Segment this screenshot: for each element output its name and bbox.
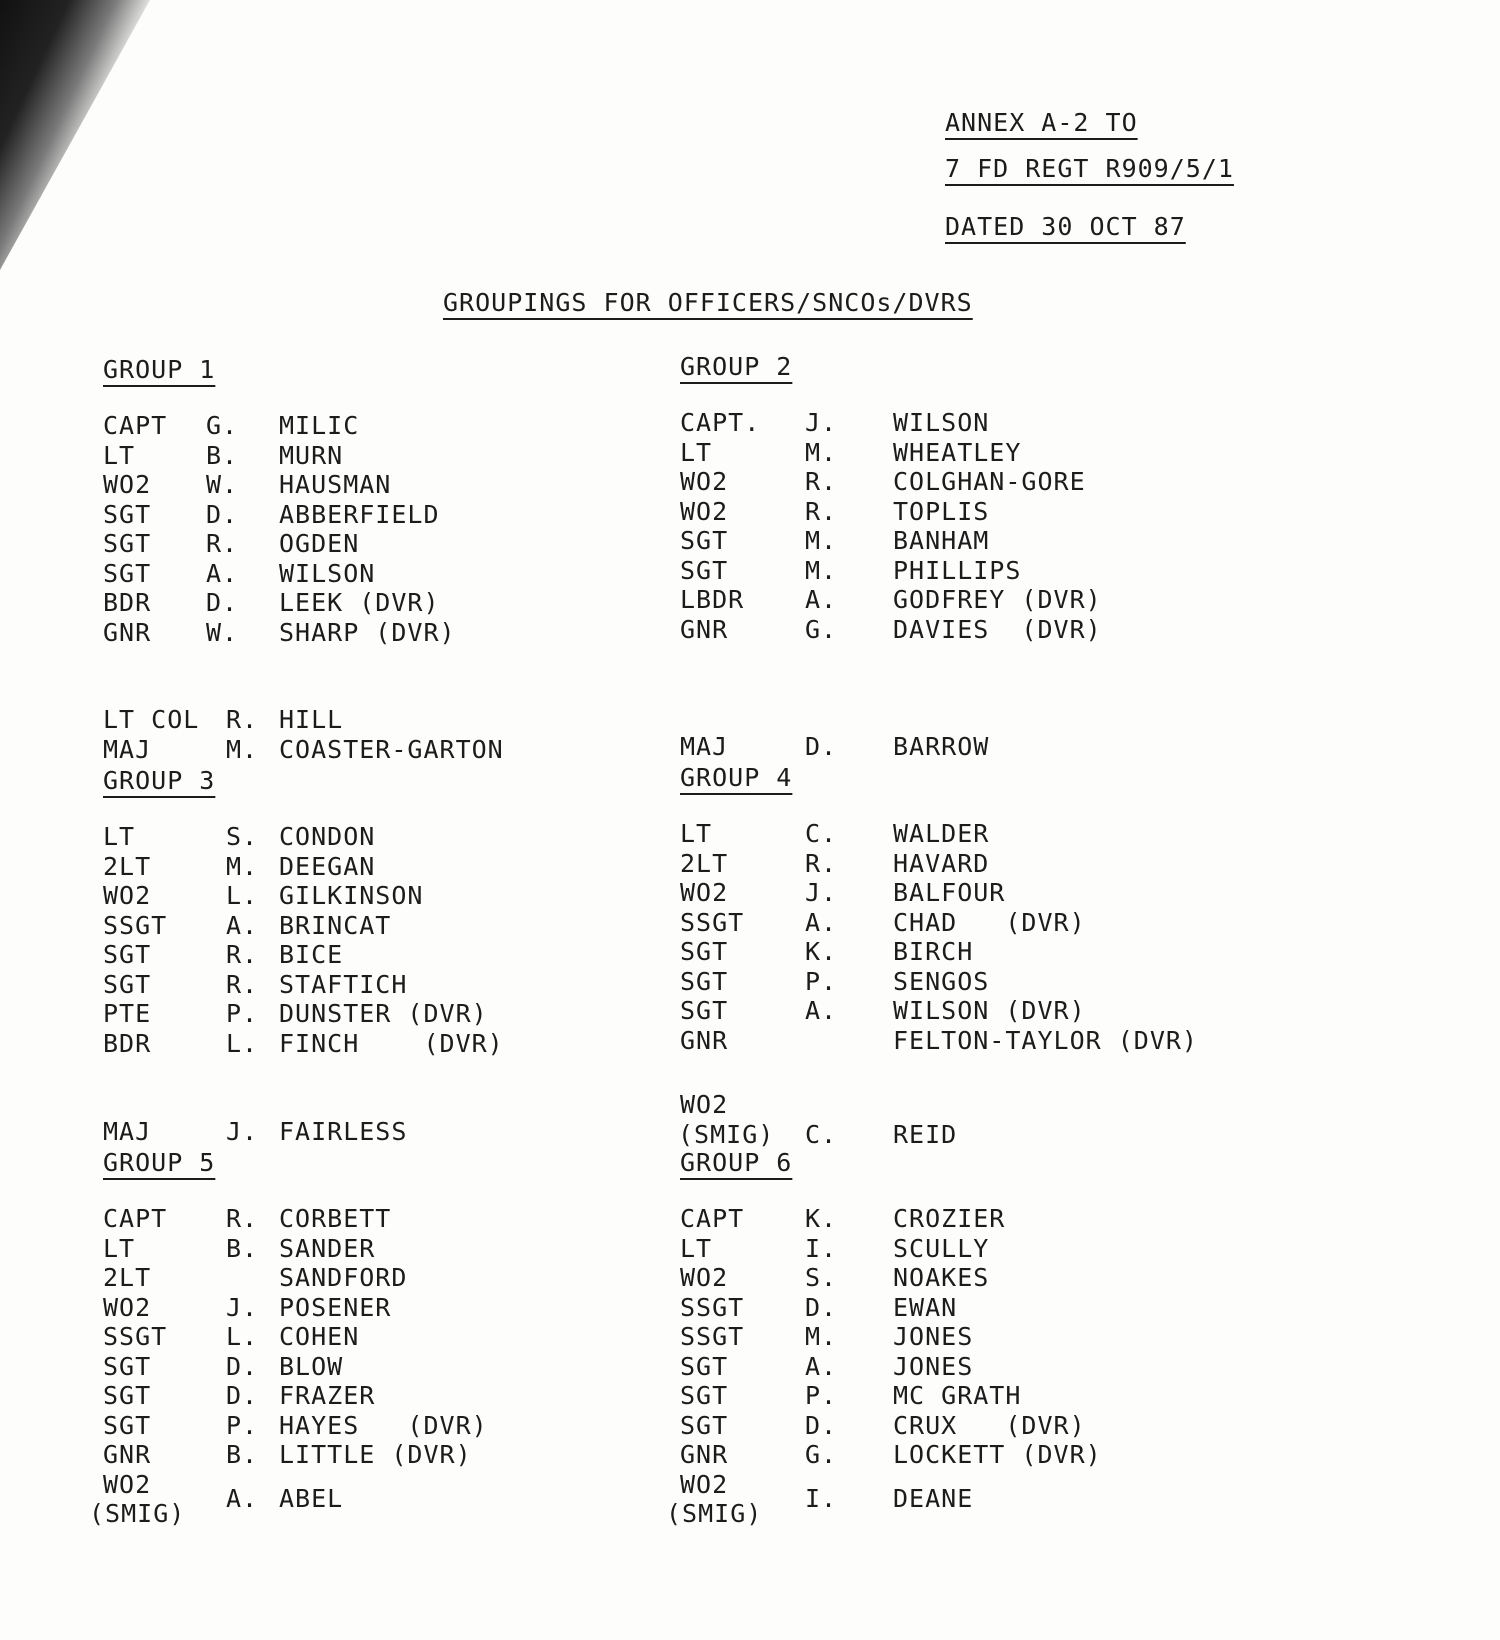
regiment-reference: 7 FD REGT R909/5/1	[945, 154, 1234, 183]
member-rank: CAPT	[103, 411, 168, 440]
member-initial: B.	[226, 1233, 259, 1263]
member-name: BIRCH	[893, 937, 974, 966]
member-initial: G.	[805, 614, 838, 644]
member-initial: J.	[805, 878, 838, 907]
member-rank: SSGT	[680, 1292, 745, 1322]
member-name: MILIC	[279, 411, 360, 440]
senior-rank: MAJ	[680, 731, 729, 761]
member-name: EWAN	[893, 1292, 958, 1322]
member-initial: R.	[805, 467, 838, 496]
member-name: WILSON	[279, 558, 376, 588]
member-initial: B.	[226, 1440, 259, 1469]
member-name: FINCH (DVR)	[279, 1028, 504, 1058]
member-name: HAYES (DVR)	[279, 1410, 488, 1440]
member-name: SENGOS	[893, 966, 990, 996]
member-name: LOCKETT (DVR)	[893, 1440, 1102, 1469]
member-name: SCULLY	[893, 1233, 990, 1263]
member-initial: A.	[805, 907, 838, 937]
member-initial: M.	[805, 437, 838, 467]
member-name: PHILLIPS	[893, 555, 1022, 585]
member-name: POSENER	[279, 1292, 392, 1322]
member-initial: A.	[226, 1483, 259, 1513]
member-initial: D.	[226, 1351, 259, 1381]
member-rank: GNR	[680, 1025, 729, 1055]
member-name: LEEK (DVR)	[279, 588, 440, 617]
member-initial: I.	[805, 1233, 838, 1263]
member-name: ABBERFIELD	[279, 499, 440, 529]
member-name: JONES	[893, 1351, 974, 1381]
member-initial: A.	[206, 558, 239, 588]
senior-rank: MAJ	[103, 734, 152, 764]
member-initial: P.	[805, 966, 838, 996]
member-initial: G.	[805, 1440, 838, 1469]
member-initial: D.	[805, 1410, 838, 1440]
member-name: BLOW	[279, 1351, 344, 1381]
member-rank: SSGT	[680, 907, 745, 937]
senior-initial: M.	[226, 734, 259, 764]
member-rank-suffix: (SMIG)	[89, 1498, 186, 1528]
member-rank: CAPT.	[680, 408, 761, 437]
member-rank: SGT	[103, 1381, 152, 1410]
member-initial: S.	[226, 822, 259, 851]
member-rank: LT	[680, 437, 713, 467]
member-name: NOAKES	[893, 1263, 990, 1292]
member-name: WILSON	[893, 408, 990, 437]
member-rank: LT	[103, 440, 136, 470]
member-rank: WO2	[103, 470, 152, 499]
member-rank: LBDR	[680, 585, 745, 614]
member-initial: K.	[805, 937, 838, 966]
member-initial: D.	[805, 1292, 838, 1322]
member-rank: SGT	[680, 1410, 729, 1440]
member-rank: SGT	[103, 1410, 152, 1440]
member-initial: C.	[805, 819, 838, 848]
member-rank: WO2	[680, 1469, 729, 1499]
member-rank: LT	[680, 819, 713, 848]
member-rank: SSGT	[680, 1322, 745, 1351]
member-initial: I.	[805, 1483, 838, 1513]
group-heading: GROUP 5	[103, 1148, 216, 1177]
date-line: DATED 30 OCT 87	[945, 212, 1186, 241]
member-initial: A.	[226, 910, 259, 940]
member-rank: LT	[103, 822, 136, 851]
member-rank: SGT	[103, 969, 152, 999]
member-rank: WO2	[680, 467, 729, 496]
member-rank: SGT	[103, 529, 152, 558]
member-name: SANDFORD	[279, 1263, 408, 1292]
member-name: CROZIER	[893, 1204, 1006, 1233]
member-name: SHARP (DVR)	[279, 617, 456, 647]
group-heading: GROUP 1	[103, 355, 216, 384]
member-rank: WO2	[103, 1469, 152, 1499]
senior-initial: J.	[226, 1116, 259, 1146]
member-name: CORBETT	[279, 1204, 392, 1233]
senior-initial: D.	[805, 731, 838, 761]
member-initial: P.	[226, 1410, 259, 1440]
member-rank-suffix: (SMIG)	[666, 1498, 763, 1528]
member-rank: BDR	[103, 588, 152, 617]
member-rank: SGT	[680, 937, 729, 966]
member-rank: PTE	[103, 999, 152, 1028]
member-initial: R.	[805, 848, 838, 878]
group-heading: GROUP 2	[680, 352, 793, 381]
member-rank: BDR	[103, 1028, 152, 1058]
senior-name: COASTER-GARTON	[279, 734, 504, 764]
member-rank: SGT	[103, 940, 152, 969]
member-rank: 2LT	[103, 1263, 152, 1292]
member-rank: SGT	[680, 1351, 729, 1381]
senior-initial: R.	[226, 705, 259, 734]
member-name: TOPLIS	[893, 496, 990, 526]
member-name: DAVIES (DVR)	[893, 614, 1102, 644]
member-name: FELTON-TAYLOR (DVR)	[893, 1025, 1198, 1055]
member-name: COLGHAN-GORE	[893, 467, 1086, 496]
senior-name: HILL	[279, 705, 344, 734]
member-initial: S.	[805, 1263, 838, 1292]
member-rank: WO2	[680, 496, 729, 526]
senior-name: BARROW	[893, 731, 990, 761]
member-name: HAVARD	[893, 848, 990, 878]
group-heading: GROUP 3	[103, 766, 216, 795]
member-initial: D.	[206, 588, 239, 617]
group-heading: GROUP 6	[680, 1148, 793, 1177]
member-initial: J.	[226, 1292, 259, 1322]
member-rank: WO2	[680, 1263, 729, 1292]
member-name: OGDEN	[279, 529, 360, 558]
member-name: CONDON	[279, 822, 376, 851]
member-rank: SGT	[103, 1351, 152, 1381]
member-initial: R.	[805, 496, 838, 526]
member-name: FRAZER	[279, 1381, 376, 1410]
member-rank: LT	[680, 1233, 713, 1263]
member-rank: SSGT	[103, 1322, 168, 1351]
member-rank: CAPT	[680, 1204, 745, 1233]
member-initial: M.	[226, 851, 259, 881]
annex-line: ANNEX A-2 TO	[945, 108, 1138, 137]
member-rank: WO2	[103, 1292, 152, 1322]
member-initial: A.	[805, 585, 838, 614]
member-initial: D.	[226, 1381, 259, 1410]
member-name: WILSON (DVR)	[893, 996, 1086, 1025]
senior-rank: LT COL	[103, 705, 200, 734]
member-name: BALFOUR	[893, 878, 1006, 907]
member-name: MURN	[279, 440, 344, 470]
member-rank: SGT	[680, 1381, 729, 1410]
member-initial: R.	[226, 969, 259, 999]
member-initial: R.	[206, 529, 239, 558]
member-initial: A.	[805, 1351, 838, 1381]
member-rank: WO2	[103, 881, 152, 910]
member-initial: R.	[226, 940, 259, 969]
member-name: GILKINSON	[279, 881, 424, 910]
member-initial: M.	[805, 555, 838, 585]
member-initial: B.	[206, 440, 239, 470]
member-initial: P.	[805, 1381, 838, 1410]
member-initial: A.	[805, 996, 838, 1025]
annex-reference	[945, 108, 1234, 258]
member-name: BRINCAT	[279, 910, 392, 940]
member-rank: 2LT	[680, 848, 729, 878]
member-initial: W.	[206, 470, 239, 499]
member-name: SANDER	[279, 1233, 376, 1263]
member-name: DUNSTER (DVR)	[279, 999, 488, 1028]
senior-rank: MAJ	[103, 1116, 152, 1146]
senior-rank: WO2	[680, 1090, 729, 1119]
member-name: MC GRATH	[893, 1381, 1022, 1410]
member-initial: D.	[206, 499, 239, 529]
member-rank: SGT	[680, 526, 729, 555]
document-title: GROUPINGS FOR OFFICERS/SNCOs/DVRS	[443, 288, 973, 317]
scan-shadow	[0, 0, 150, 270]
member-name: DEEGAN	[279, 851, 376, 881]
member-initial: L.	[226, 1028, 259, 1058]
member-rank: GNR	[680, 614, 729, 644]
member-name: CHAD (DVR)	[893, 907, 1086, 937]
member-rank: SGT	[103, 499, 152, 529]
member-rank: SGT	[680, 996, 729, 1025]
member-rank: WO2	[680, 878, 729, 907]
member-name: LITTLE (DVR)	[279, 1440, 472, 1469]
member-initial: L.	[226, 1322, 259, 1351]
member-name: ABEL	[279, 1483, 344, 1513]
member-name: BANHAM	[893, 526, 990, 555]
member-initial: P.	[226, 999, 259, 1028]
member-rank: SSGT	[103, 910, 168, 940]
member-initial: L.	[226, 881, 259, 910]
senior-name: REID	[893, 1120, 958, 1149]
member-rank: SGT	[103, 558, 152, 588]
member-initial: J.	[805, 408, 838, 437]
member-name: DEANE	[893, 1483, 974, 1513]
member-name: JONES	[893, 1322, 974, 1351]
member-rank: SGT	[680, 555, 729, 585]
member-initial: K.	[805, 1204, 838, 1233]
senior-initial: C.	[805, 1120, 838, 1149]
member-name: CRUX (DVR)	[893, 1410, 1086, 1440]
member-initial: R.	[226, 1204, 259, 1233]
member-name: COHEN	[279, 1322, 360, 1351]
member-initial: W.	[206, 617, 239, 647]
member-name: WHEATLEY	[893, 437, 1022, 467]
member-rank: 2LT	[103, 851, 152, 881]
group-heading: GROUP 4	[680, 763, 793, 792]
member-rank: GNR	[680, 1440, 729, 1469]
senior-rank-suffix: (SMIG)	[678, 1120, 775, 1149]
member-rank: GNR	[103, 1440, 152, 1469]
member-initial: M.	[805, 526, 838, 555]
member-name: WALDER	[893, 819, 990, 848]
member-name: HAUSMAN	[279, 470, 392, 499]
member-name: STAFTICH	[279, 969, 408, 999]
senior-name: FAIRLESS	[279, 1116, 408, 1146]
member-rank: SGT	[680, 966, 729, 996]
member-rank: LT	[103, 1233, 136, 1263]
member-initial: M.	[805, 1322, 838, 1351]
member-name: BICE	[279, 940, 344, 969]
member-rank: GNR	[103, 617, 152, 647]
member-initial: G.	[206, 411, 239, 440]
member-rank: CAPT	[103, 1204, 168, 1233]
member-name: GODFREY (DVR)	[893, 585, 1102, 614]
